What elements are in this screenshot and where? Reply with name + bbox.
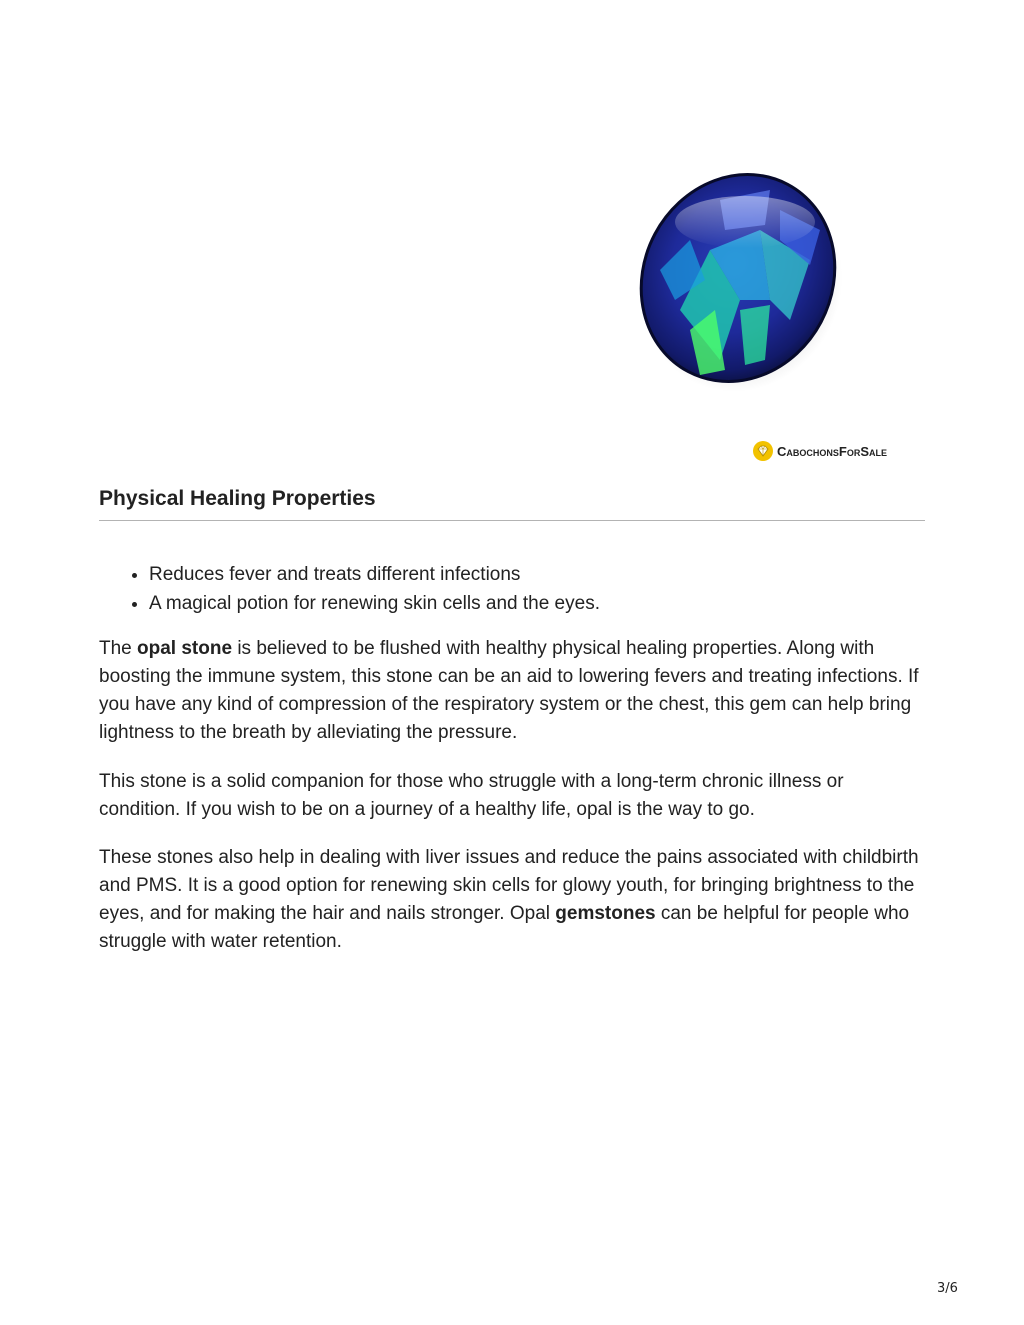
paragraph-text: The	[99, 638, 138, 659]
bold-term-opal-stone: opal stone	[137, 638, 233, 659]
list-item: • A magical potion for renewing skin cells and the eyes.	[149, 589, 919, 618]
bullet-list	[99, 560, 919, 618]
paragraph-liver	[99, 844, 929, 956]
heading-divider	[99, 520, 925, 521]
diamond-logo-icon	[752, 440, 774, 462]
list-item: • Reduces fever and treats different infections	[149, 560, 919, 589]
section-heading: Physical Healing Properties	[99, 487, 376, 510]
opal-cabochon-graphic	[620, 160, 860, 400]
page-number: 3/6	[937, 1281, 958, 1296]
paragraph-text: is believed to be flushed with healthy physical healing properties. Along with boosting the immune system, this stone can be an aid to lowering fevers and treating infections. If you have any kind of compression of the respiratory system or the chest, this gem can help bring lightness to the breath by alleviating the pressure.	[99, 638, 919, 743]
paragraph-text: can be helpful for people who struggle with water retention.	[99, 903, 910, 952]
logo-text: CabochonsForSale	[777, 443, 888, 459]
paragraph-companion: This stone is a solid companion for those who struggle with a long-term chronic illness or condition. If you wish to be on a journey of a healthy life, opal is the way to go.	[99, 771, 844, 820]
opal-cabochon-image	[620, 160, 860, 400]
cabochonsforsale-logo	[752, 437, 887, 465]
bold-term-gemstones: gemstones	[555, 903, 656, 924]
paragraph-text: These stones also help in dealing with liver issues and reduce the pains associated with childbirth and PMS. It is a good option for renewing skin cells for glowy youth, for bringing brightness to the eyes, and for making the hair and nails stronger. Opal	[99, 847, 919, 924]
paragraph-opal-stone	[99, 635, 929, 747]
